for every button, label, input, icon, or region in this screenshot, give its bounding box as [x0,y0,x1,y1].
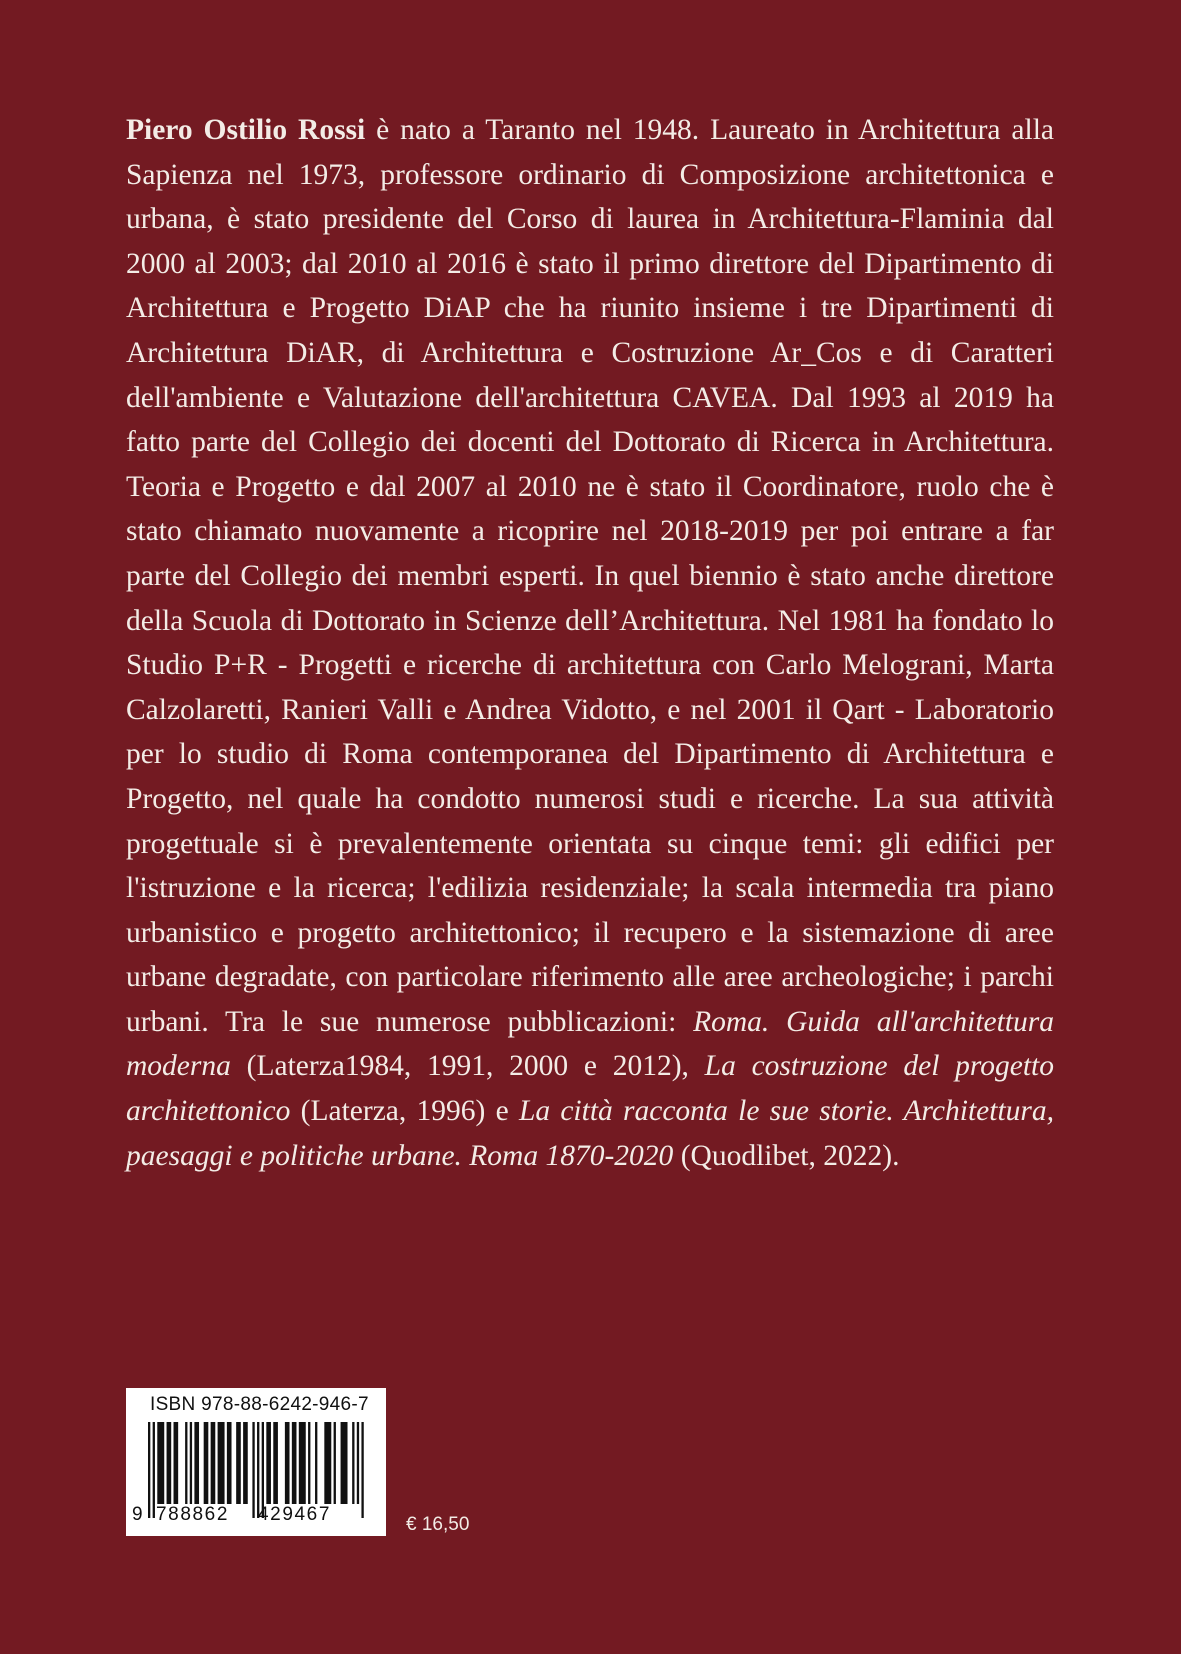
barcode-digits-right: 429467 [258,1504,332,1525]
barcode-bar [352,1422,354,1504]
book-title-guida: Roma. Guida all'architettura moderna [126,1005,1054,1083]
isbn-barcode [126,1388,386,1536]
barcode-bar [194,1422,199,1504]
price-label: € 16,50 [406,1514,470,1535]
barcode-bar [227,1422,232,1504]
barcode-bar [299,1422,306,1504]
barcode-bar [266,1422,271,1504]
barcode-bar [204,1422,209,1504]
barcode-bar [218,1422,225,1504]
barcode-bar [273,1422,278,1504]
barcode-bar [324,1422,331,1504]
barcode-bar [167,1422,172,1504]
book-info-citta: (Quodlibet, 2022). [673,1139,900,1172]
barcode-bar [236,1422,241,1504]
isbn-label: ISBN 978-88-6242-946-7 [150,1394,369,1415]
barcode-guard-bar [153,1422,155,1518]
book-title-citta: La città racconta le sue storie. Architettura, paesaggi e politiche urbane. Roma 1870-2020 [126,1095,1055,1172]
bio-text: è nato a Taranto nel 1948. Laureato in Architettura alla Sapienza nel 1973, professore ordinario di Composizione architettonica e urbana, è stato presidente del Corso di laurea in Architettura-Flaminia dal 2000 al 2003; dal 2010 al 2016 è stato il primo direttore del Dipartimento di Architettura e Progetto DiAP che ha riunito insieme i tre Dipartimenti di Architettura DiAR, di Architettura e Costruzione Ar_Cos e di Caratteri dell'ambiente e Valutazione dell'architettura CAVEA. Dal 1993 al 2019 ha fatto parte del Collegio dei docenti del Dottorato di Ricerca in Architettura. Teoria e Progetto e dal 2007 al 2010 ne è stato il Coordinatore, ruolo che è stato chiamato nuovamente a ricoprire nel 2018-2019 per poi entrare a far parte del Collegio dei membri esperti. In quel biennio è stato anche direttore della Scuola di Dottorato in Scienze dell’Architettura. Nel 1981 ha fondato lo Studio P+R - Progetti e ricerche di architettura con Carlo Melograni, Marta Calzolaretti, Ranieri Valli e Andrea Vidotto, e nel 2001 il Qart - Laboratorio per lo studio di Roma contemporanea del Dipartimento di Architettura e Progetto, nel quale ha condotto numerosi studi e ricerche. La sua attività progettuale si è prevalentemente orientata su cinque temi: gli edifici per l'istruzione e la ricerca; l'edilizia residenziale; la scala intermedia tra piano urbanistico e progetto architettonico; il recupero e la sistemazione di aree urbane degradate, con particolare riferimento alle aree archeologiche; i parchi urbani. Tra le sue numerose pubblicazioni: [126,114,1055,1038]
barcode-digits-left: 788862 [156,1504,230,1525]
book-info-guida: (Laterza1984, 1991, 2000 e 2012), [230,1050,705,1083]
barcode-bar [174,1422,179,1504]
barcode-bar [185,1422,187,1504]
barcode-bar [341,1422,348,1504]
book-info-costruzione: (Laterza, 1996) e [290,1095,519,1128]
book-title-costruzione: La costruzione del progetto architettonico [126,1050,1055,1128]
author-name: Piero Ostilio Rossi [126,114,366,146]
barcode-bar [243,1422,248,1504]
barcode-bar [357,1422,359,1504]
barcode-bar [157,1422,164,1504]
barcode-bar [315,1422,317,1504]
author-bio [126,108,1054,1178]
barcode-bar [334,1422,336,1504]
barcode-bar [292,1422,297,1504]
barcode-bar [308,1422,310,1504]
barcode-digit-first: 9 [132,1504,143,1525]
barcode-bar [190,1422,192,1504]
barcode-guard-bar [148,1422,150,1518]
barcode-guard-bar [361,1422,363,1518]
barcode-guard-bar [252,1422,254,1518]
barcode-bar [285,1422,290,1504]
barcode-bar [211,1422,216,1504]
